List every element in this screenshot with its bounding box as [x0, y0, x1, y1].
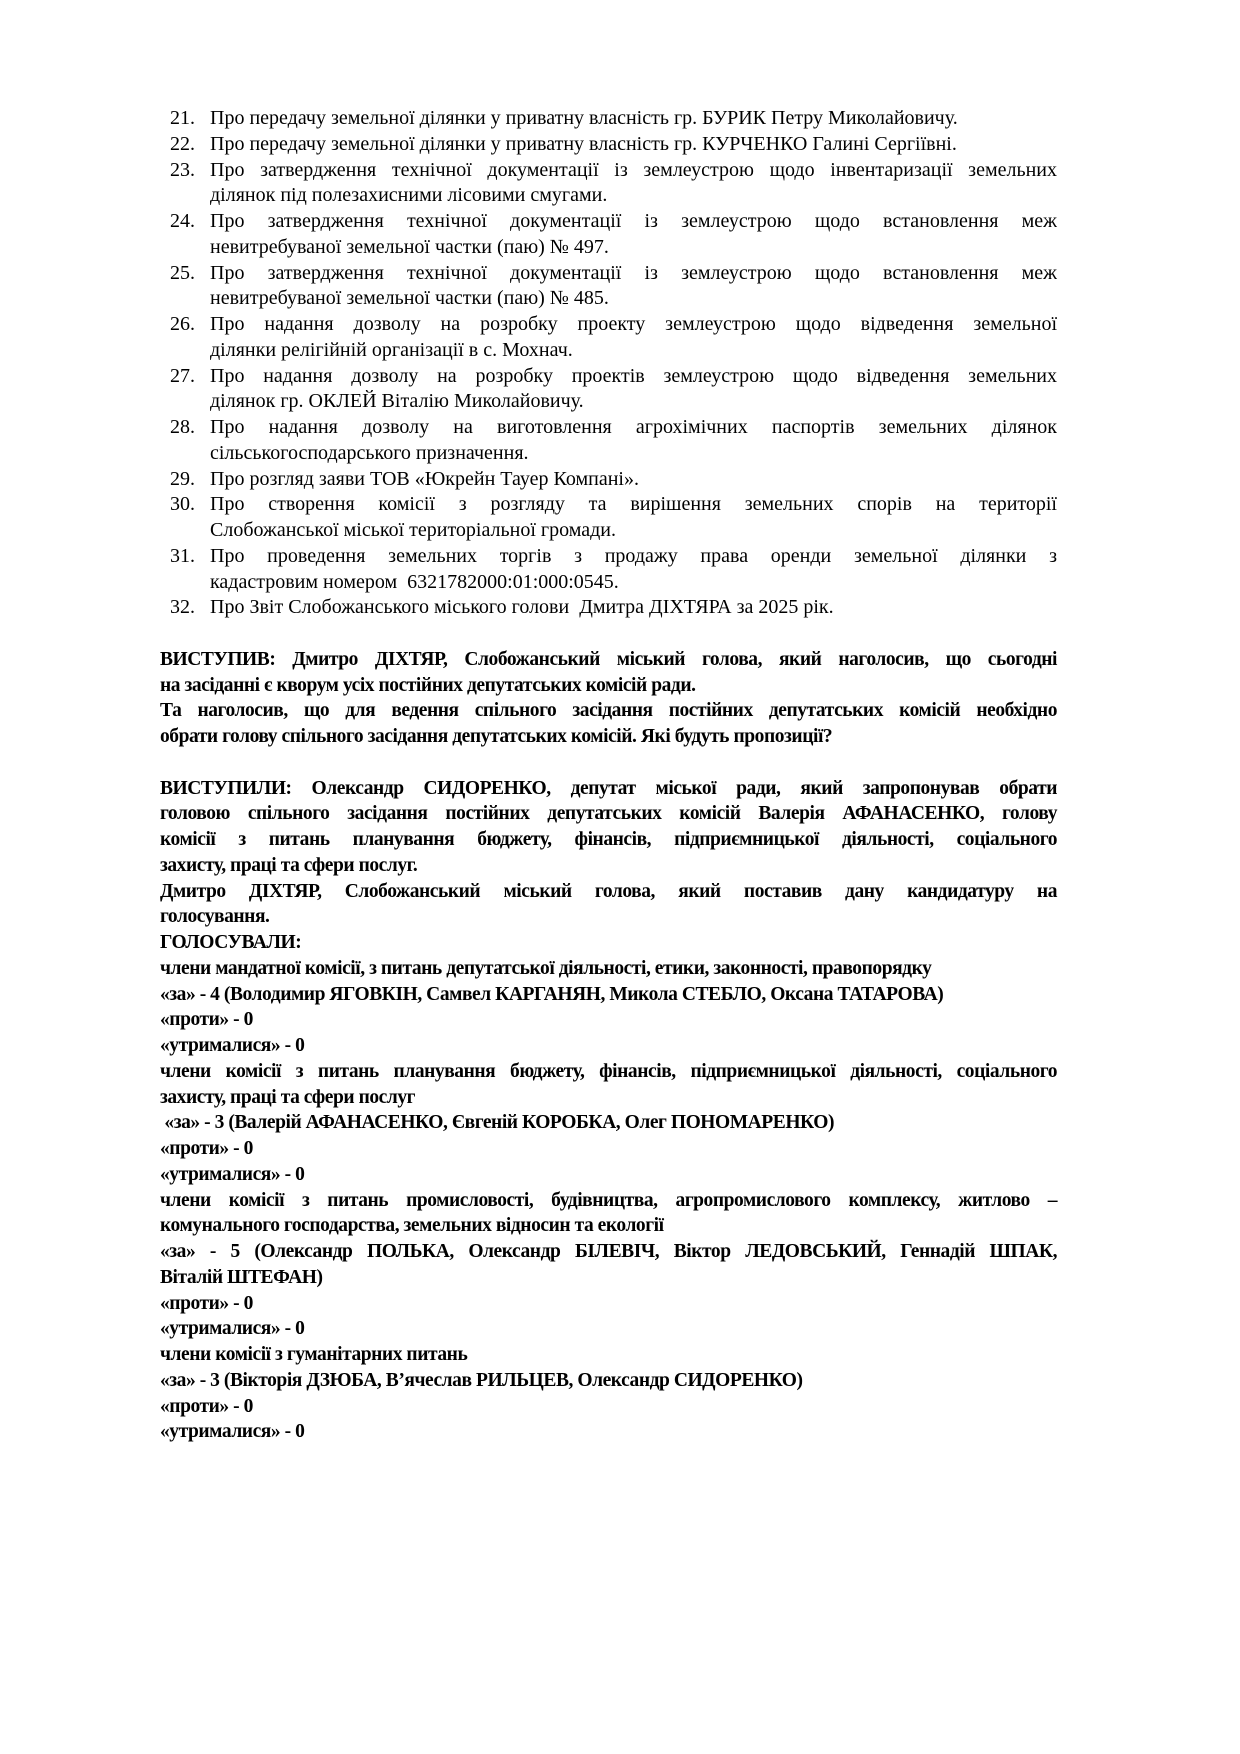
text-line: Про Звіт Слобожанського міського голови Дмитра ДІХТЯРА за 2025 рік. [210, 596, 834, 619]
text-line: Про проведення земельних торгів з продажу права оренди земельної ділянки з [210, 544, 1057, 567]
text-line: на засіданні є кворум усіх постійних депутатських комісій ради. [160, 674, 696, 696]
agenda-item [160, 106, 1057, 132]
agenda-item-text [210, 544, 1057, 596]
text-line: Про надання дозволу на розробку проекту землеустрою щодо відведення земельної [210, 313, 1057, 335]
agenda-item-text [210, 158, 1057, 210]
text-line: ВИСТУПИВ: Дмитро ДІХТЯР, Слобожанський міський голова, який наголосив, що сьогодні [160, 648, 1057, 670]
paragraph [160, 1136, 1057, 1162]
text-line: члени комісії з питань промисловості, будівництва, агропромислового комплексу, житлово – [160, 1189, 1057, 1211]
text-line: Про затвердження технічної документації із землеустрою щодо встановлення меж [210, 210, 1057, 232]
agenda-item-number: 23. [170, 158, 195, 181]
text-line: «утрималися» - 0 [160, 1318, 305, 1340]
agenda-item-number: 30. [170, 493, 195, 516]
text-line: Про створення комісії з розгляду та вирішення земельних спорів на території [210, 493, 1057, 516]
agenda-item-number: 25. [170, 261, 195, 284]
agenda-item-number: 32. [170, 596, 195, 619]
text-line: «утрималися» - 0 [160, 1163, 305, 1185]
text-line: голосування. [160, 906, 270, 928]
agenda-item [160, 415, 1057, 467]
text-line: Про затвердження технічної документації із землеустрою щодо встановлення меж [210, 261, 1057, 284]
paragraph [160, 956, 1057, 982]
text-line: Про передачу земельної ділянки у приватну власність гр. БУРИК Петру Миколайовичу. [210, 107, 958, 129]
paragraph [160, 879, 1057, 931]
text-line: Віталій ШТЕФАН) [160, 1266, 323, 1288]
agenda-item-text [210, 467, 1057, 493]
agenda-item-text [210, 364, 1057, 416]
text-line: Про надання дозволу на розробку проектів землеустрою щодо відведення земельних [210, 364, 1057, 387]
text-line: «проти» - 0 [160, 1009, 253, 1031]
agenda-item-number: 28. [170, 416, 195, 438]
paragraph [160, 647, 1057, 699]
agenda-item [160, 209, 1057, 261]
paragraph [160, 1342, 1057, 1368]
text-line: «за» - 3 (Валерій АФАНАСЕНКО, Євгеній КОРОБКА, Олег ПОНОМАРЕНКО) [160, 1112, 835, 1134]
agenda-item [160, 544, 1057, 596]
agenda-item-text [210, 261, 1057, 313]
agenda-item-number: 29. [170, 467, 195, 490]
agenda-item [160, 364, 1057, 416]
agenda-item [160, 595, 1057, 621]
text-line: Про затвердження технічної документації із землеустрою щодо інвентаризації земельних [210, 158, 1057, 181]
agenda-item [160, 312, 1057, 364]
blank-line [160, 621, 1057, 647]
text-line: «проти» - 0 [160, 1395, 253, 1417]
text-line: ділянок гр. ОКЛЕЙ Віталію Миколайовичу. [210, 390, 584, 413]
paragraph [160, 1291, 1057, 1317]
paragraph [160, 1419, 1057, 1445]
text-line: «утрималися» - 0 [160, 1035, 305, 1056]
text-line: сільськогосподарського призначення. [210, 441, 529, 464]
text-line: захисту, праці та сфери послуг. [160, 854, 418, 876]
blank-line [160, 750, 1057, 776]
paragraph [160, 1033, 1057, 1059]
text-line: невитребуваної земельної частки (паю) № 485. [210, 287, 609, 310]
text-line: «за» - 4 (Володимир ЯГОВКІН, Самвел КАРГАНЯН, Микола СТЕБЛО, Оксана ТАТАРОВА) [160, 983, 944, 1005]
text-line: «проти» - 0 [160, 1138, 253, 1159]
agenda-item-text [210, 492, 1057, 544]
text-line: Про передачу земельної ділянки у приватну власність гр. КУРЧЕНКО Галині Сергіївні. [210, 132, 957, 155]
text-line: захисту, праці та сфери послуг [160, 1086, 416, 1108]
agenda-item-text [210, 106, 1057, 132]
text-line: головою спільного засідання постійних депутатських комісій Валерія АФАНАСЕНКО, голову [160, 803, 1057, 825]
minutes-body [160, 621, 1057, 1445]
text-line: Про надання дозволу на виготовлення агрохімічних паспортів земельних ділянок [210, 416, 1057, 438]
text-line: члени мандатної комісії, з питань депутатської діяльності, етики, законності, правопорядку [160, 957, 932, 979]
agenda-item-number: 22. [170, 132, 195, 155]
paragraph [160, 1188, 1057, 1240]
agenda-item-text [210, 595, 1057, 621]
paragraph [160, 1368, 1057, 1394]
text-line: Слобожанської міської територіальної громади. [210, 519, 616, 541]
paragraph [160, 1110, 1057, 1136]
text-line: ВИСТУПИЛИ: Олександр СИДОРЕНКО, депутат міської ради, який запропонував обрати [160, 777, 1057, 799]
agenda-item-text [210, 209, 1057, 261]
paragraph [160, 1059, 1057, 1111]
agenda-item [160, 261, 1057, 313]
paragraph [160, 1239, 1057, 1291]
agenda-item [160, 492, 1057, 544]
text-line: комунального господарства, земельних відносин та екології [160, 1215, 664, 1237]
agenda-item-text [210, 132, 1057, 158]
text-line: «за» - 5 (Олександр ПОЛЬКА, Олександр БІЛЕВІЧ, Віктор ЛЕДОВСЬКИЙ, Геннадій ШПАК, [160, 1241, 1057, 1262]
paragraph [160, 1316, 1057, 1342]
paragraph [160, 1394, 1057, 1420]
agenda-item-number: 27. [170, 364, 195, 387]
paragraph [160, 930, 1057, 956]
text-line: Дмитро ДІХТЯР, Слобожанський міський голова, який поставив дану кандидатуру на [160, 880, 1057, 902]
agenda-item-number: 24. [170, 210, 195, 232]
text-line: члени комісії з питань планування бюджету, фінансів, підприємницької діяльності, соціального [160, 1060, 1057, 1082]
text-line: Та наголосив, що для ведення спільного засідання постійних депутатських комісій необхідно [160, 700, 1057, 722]
text-line: комісії з питань планування бюджету, фінансів, підприємницької діяльності, соціального [160, 829, 1057, 850]
text-line: ділянок під полезахисними лісовими смугами. [210, 184, 608, 207]
paragraph [160, 698, 1057, 750]
text-line: «утрималися» - 0 [160, 1421, 305, 1443]
agenda-item-number: 26. [170, 313, 195, 335]
text-line: невитребуваної земельної частки (паю) № 497. [210, 235, 609, 258]
agenda-item-text [210, 312, 1057, 364]
text-line: «за» - 3 (Вікторія ДЗЮБА, В’ячеслав РИЛЬЦЕВ, Олександр СИДОРЕНКО) [160, 1369, 803, 1391]
agenda-item-number: 31. [170, 544, 195, 567]
paragraph [160, 1162, 1057, 1188]
agenda-item [160, 158, 1057, 210]
agenda-item-text [210, 415, 1057, 467]
paragraph [160, 776, 1057, 879]
text-line: ГОЛОСУВАЛИ: [160, 932, 302, 953]
agenda-item [160, 467, 1057, 493]
text-line: кадастровим номером 6321782000:01:000:0545. [210, 570, 619, 593]
agenda-list [160, 106, 1057, 621]
agenda-item [160, 132, 1057, 158]
text-line: члени комісії з гуманітарних питань [160, 1344, 468, 1365]
paragraph [160, 1007, 1057, 1033]
text-line: ділянки релігійній організації в с. Мохнач. [210, 338, 573, 361]
agenda-item-number: 21. [170, 107, 195, 129]
paragraph [160, 982, 1057, 1008]
text-line: «проти» - 0 [160, 1292, 253, 1314]
text-line: Про розгляд заяви ТОВ «Юкрейн Тауер Компані». [210, 467, 639, 490]
text-line: обрати голову спільного засідання депутатських комісій. Які будуть пропозиції? [160, 726, 833, 747]
document-page [0, 106, 1240, 1445]
